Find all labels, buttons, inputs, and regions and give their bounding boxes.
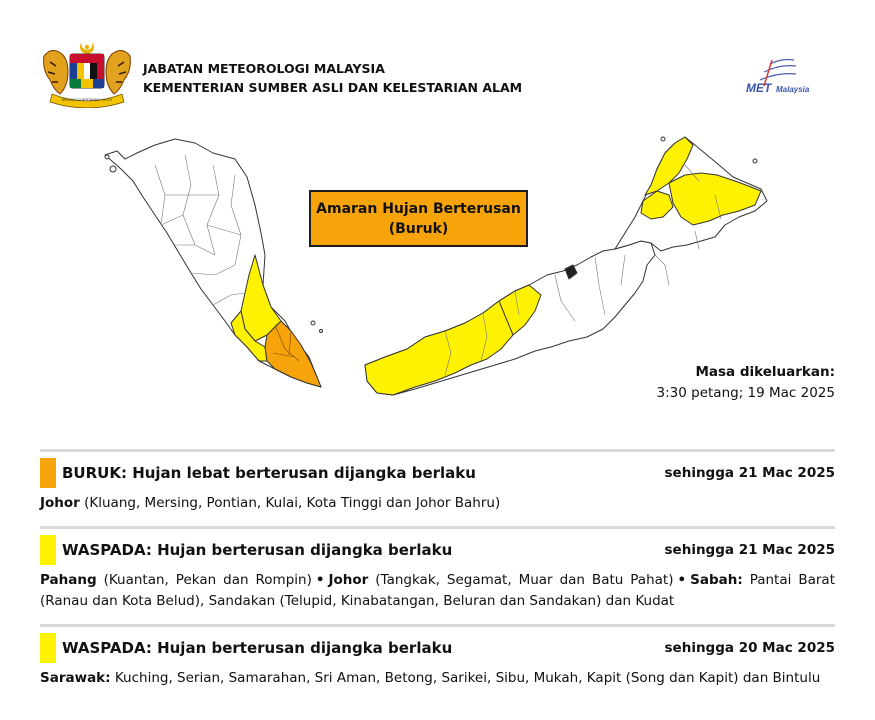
header bbox=[0, 0, 875, 110]
alert-waspada-2 bbox=[40, 624, 835, 689]
alert-level-swatch bbox=[40, 535, 56, 565]
warning-legend-box bbox=[309, 190, 528, 247]
area-detail: (Kuantan, Pekan dan Rompin) bbox=[96, 572, 312, 588]
alert-buruk bbox=[40, 449, 835, 514]
svg-text:BERSEKUTU BERTAMBAH MUTU: BERSEKUTU BERTAMBAH MUTU bbox=[61, 98, 113, 102]
area-state: Sarawak: bbox=[40, 670, 111, 686]
agency-line-2: KEMENTERIAN SUMBER ASLI DAN KELESTARIAN ALAM bbox=[143, 80, 523, 95]
svg-text:MET: MET bbox=[746, 81, 772, 95]
alert-waspada-1 bbox=[40, 526, 835, 612]
alert-title: BURUK: Hujan lebat berterusan dijangka berlaku bbox=[62, 464, 476, 482]
area-detail: Pantai Barat (Ranau dan Kota Belud), Sandakan (Telupid, Kinabatangan, Beluran dan Sandakan) dan Kudat bbox=[40, 572, 835, 609]
area-state: Sabah: bbox=[690, 572, 743, 588]
area-detail: (Tangkak, Segamat, Muar dan Batu Pahat) bbox=[368, 572, 674, 588]
divider bbox=[40, 624, 835, 627]
alert-until: sehingga 21 Mac 2025 bbox=[664, 465, 835, 481]
alert-header bbox=[40, 535, 835, 565]
svg-text:Malaysia: Malaysia bbox=[776, 85, 810, 94]
region-sabah-sandakan-waspada bbox=[669, 173, 761, 225]
area-state: Johor bbox=[40, 495, 80, 511]
issued-value: 3:30 petang; 19 Mac 2025 bbox=[656, 385, 835, 401]
agency-line-1: JABATAN METEOROLOGI MALAYSIA bbox=[143, 61, 385, 76]
area-state: Johor bbox=[328, 572, 369, 588]
agency-name bbox=[143, 59, 522, 97]
region-johor-buruk bbox=[265, 321, 321, 387]
alert-level-swatch bbox=[40, 633, 56, 663]
warning-legend-line-2: (Buruk) bbox=[388, 221, 449, 237]
divider bbox=[40, 526, 835, 529]
alert-areas: Pahang (Kuantan, Pekan dan Rompin) • Johor (Tangkak, Segamat, Muar dan Batu Pahat) • Sabah: Pantai Barat (Ranau dan Kota Belud), Sandakan (Telupid, Kinabatangan, Beluran dan Sandakan) dan Kudat bbox=[40, 572, 835, 609]
alert-header bbox=[40, 458, 835, 488]
warning-legend-line-1: Amaran Hujan Berterusan bbox=[316, 201, 521, 217]
alert-areas bbox=[40, 493, 835, 514]
divider bbox=[40, 449, 835, 452]
coat-of-arms-icon bbox=[38, 38, 136, 108]
issued-label: Masa dikeluarkan: bbox=[695, 364, 835, 380]
alert-title: WASPADA: Hujan berterusan dijangka berlaku bbox=[62, 639, 453, 657]
alert-until: sehingga 20 Mac 2025 bbox=[664, 640, 835, 656]
met-malaysia-logo-icon bbox=[742, 56, 834, 98]
alert-areas bbox=[40, 668, 835, 689]
area-detail: (Kluang, Mersing, Pontian, Kulai, Kota Tinggi dan Johor Bahru) bbox=[79, 495, 501, 511]
alert-level-swatch bbox=[40, 458, 56, 488]
alert-title: WASPADA: Hujan berterusan dijangka berlaku bbox=[62, 541, 453, 559]
alert-until: sehingga 21 Mac 2025 bbox=[664, 542, 835, 558]
area-detail: Kuching, Serian, Samarahan, Sri Aman, Betong, Sarikei, Sibu, Mukah, Kapit (Song dan Kapit) dan Bintulu bbox=[110, 670, 821, 686]
area-state: Pahang bbox=[40, 572, 97, 588]
alert-header bbox=[40, 633, 835, 663]
issued-time bbox=[657, 362, 835, 404]
